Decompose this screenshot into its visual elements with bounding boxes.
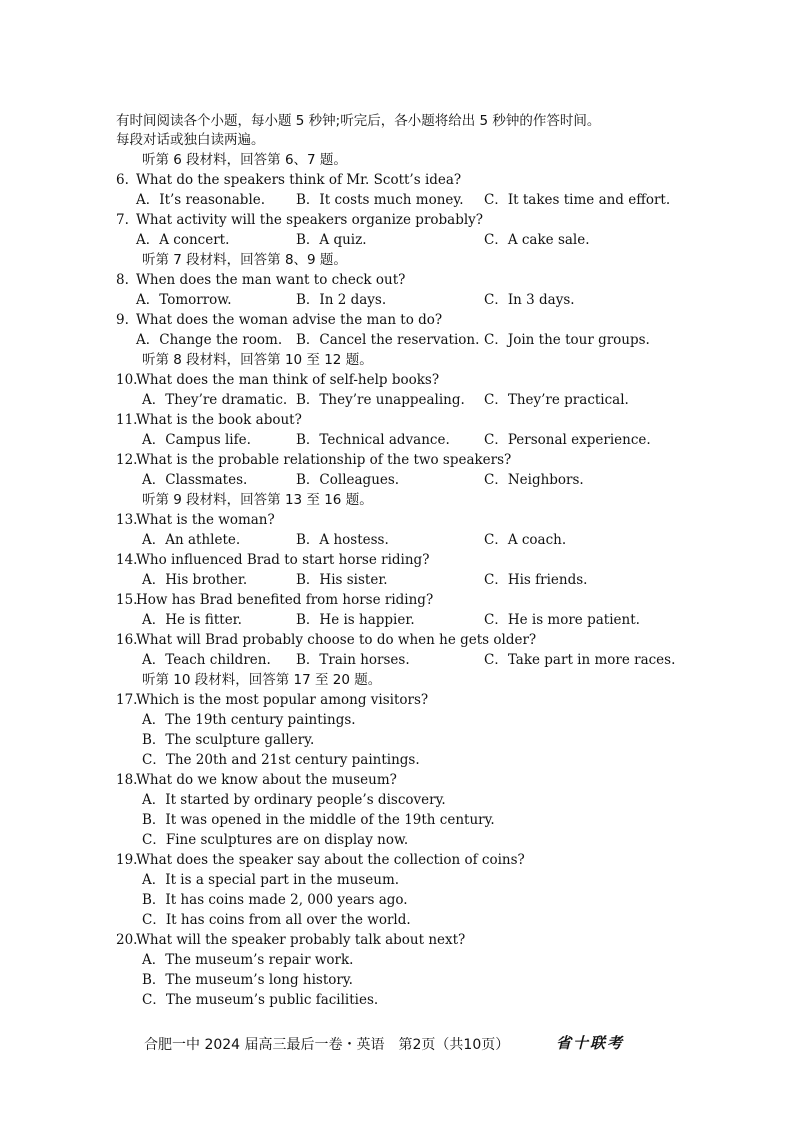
option-9c: C．Join the tour groups. [484, 332, 650, 348]
option-11c: C．Personal experience. [484, 432, 651, 448]
question-text: When does the man want to check out? [136, 272, 406, 288]
question-number: 6. [116, 172, 129, 188]
question-16 [116, 631, 536, 649]
section-header-9: 听第 9 段材料，回答第 13 至 16 题。 [142, 492, 373, 508]
question-number: 17. [116, 692, 138, 708]
option-10b: B．They’re unappealing. [296, 392, 465, 408]
option-15b: B．He is happier. [296, 612, 415, 628]
option-12c: C．Neighbors. [484, 472, 584, 488]
question-number: 9. [116, 312, 129, 328]
question-number: 10. [116, 372, 138, 388]
option-9a: A．Change the room. [136, 332, 283, 348]
option-17b: B．The sculpture gallery. [142, 732, 315, 748]
question-number: 12. [116, 452, 138, 468]
option-15c: C．He is more patient. [484, 612, 640, 628]
exam-stamp: 省十联考 [556, 1034, 625, 1052]
question-15 [116, 591, 433, 609]
question-number: 11. [116, 412, 138, 428]
question-10 [116, 371, 439, 389]
question-text: What is the woman? [136, 512, 275, 528]
option-19a: A．It is a special part in the museum. [142, 872, 400, 888]
question-text: What does the speaker say about the collection of coins? [136, 852, 525, 868]
question-17 [116, 691, 428, 709]
question-text: What do the speakers think of Mr. Scott’s idea? [136, 172, 462, 188]
option-14a: A．His brother. [142, 572, 248, 588]
section-header-7: 听第 7 段材料，回答第 8、9 题。 [142, 252, 347, 268]
option-12b: B．Colleagues. [296, 472, 400, 488]
option-7b: B．A quiz. [296, 232, 367, 248]
option-16c: C．Take part in more races. [484, 652, 676, 668]
page-footer: 合肥一中 2024 届高三最后一卷・英语 第2页（共10页） [144, 1037, 510, 1053]
option-13b: B．A hostess. [296, 532, 389, 548]
question-number: 13. [116, 512, 138, 528]
question-number: 18. [116, 772, 138, 788]
question-14 [116, 551, 429, 569]
question-number: 14. [116, 552, 138, 568]
option-17c: C．The 20th and 21st century paintings. [142, 752, 420, 768]
question-text: What is the book about? [136, 412, 302, 428]
option-20a: A．The museum’s repair work. [142, 952, 354, 968]
option-7c: C．A cake sale. [484, 232, 590, 248]
question-text: What do we know about the museum? [136, 772, 397, 788]
option-20c: C．The museum’s public facilities. [142, 992, 379, 1008]
section-header-8: 听第 8 段材料，回答第 10 至 12 题。 [142, 352, 373, 368]
question-number: 15. [116, 592, 138, 608]
question-19 [116, 851, 525, 869]
option-20b: B．The museum’s long history. [142, 972, 353, 988]
option-14b: B．His sister. [296, 572, 388, 588]
question-text: How has Brad benefited from horse riding? [136, 592, 434, 608]
option-6c: C．It takes time and effort. [484, 192, 671, 208]
option-8b: B．In 2 days. [296, 292, 387, 308]
question-number: 16. [116, 632, 138, 648]
question-number: 7. [116, 212, 129, 228]
option-9b: B．Cancel the reservation. [296, 332, 480, 348]
option-10c: C．They’re practical. [484, 392, 629, 408]
question-text: Who influenced Brad to start horse riding? [136, 552, 430, 568]
option-17a: A．The 19th century paintings. [142, 712, 356, 728]
option-10a: A．They’re dramatic. [142, 392, 288, 408]
question-number: 8. [116, 272, 129, 288]
question-text: What is the probable relationship of the two speakers? [136, 452, 512, 468]
question-12 [116, 451, 511, 469]
question-text: Which is the most popular among visitors? [136, 692, 429, 708]
question-number: 19. [116, 852, 138, 868]
option-16a: A．Teach children. [142, 652, 271, 668]
option-6b: B．It costs much money. [296, 192, 464, 208]
option-11b: B．Technical advance. [296, 432, 450, 448]
option-8c: C．In 3 days. [484, 292, 575, 308]
option-13c: C．A coach. [484, 532, 567, 548]
option-18c: C．Fine sculptures are on display now. [142, 832, 409, 848]
question-11 [116, 411, 302, 429]
question-text: What does the man think of self-help books? [136, 372, 440, 388]
question-text: What will Brad probably choose to do when he gets older? [136, 632, 537, 648]
intro-line-1: 有时间阅读各个小题，每小题 5 秒钟;听完后，各小题将给出 5 秒钟的作答时间。 [116, 113, 601, 129]
option-12a: A．Classmates. [142, 472, 248, 488]
option-6a: A．It’s reasonable. [136, 192, 266, 208]
question-7 [116, 211, 483, 229]
option-18a: A．It started by ordinary people’s discovery. [142, 792, 446, 808]
option-8a: A．Tomorrow. [136, 292, 232, 308]
option-19c: C．It has coins from all over the world. [142, 912, 411, 928]
question-8 [116, 271, 405, 289]
option-13a: A．An athlete. [142, 532, 241, 548]
question-number: 20. [116, 932, 138, 948]
question-text: What does the woman advise the man to do? [136, 312, 443, 328]
question-text: What activity will the speakers organize probably? [136, 212, 484, 228]
option-18b: B．It was opened in the middle of the 19th century. [142, 812, 495, 828]
option-11a: A．Campus life. [142, 432, 251, 448]
section-header-10: 听第 10 段材料，回答第 17 至 20 题。 [142, 672, 382, 688]
question-13 [116, 511, 275, 529]
question-text: What will the speaker probably talk about next? [136, 932, 466, 948]
question-18 [116, 771, 397, 789]
question-20 [116, 931, 465, 949]
question-9 [116, 311, 442, 329]
option-16b: B．Train horses. [296, 652, 410, 668]
option-19b: B．It has coins made 2, 000 years ago. [142, 892, 408, 908]
question-6 [116, 171, 461, 189]
option-14c: C．His friends. [484, 572, 588, 588]
option-7a: A．A concert. [136, 232, 230, 248]
intro-line-2: 每段对话或独白读两遍。 [116, 132, 265, 148]
section-header-6: 听第 6 段材料，回答第 6、7 题。 [142, 152, 347, 168]
option-15a: A．He is fitter. [142, 612, 242, 628]
